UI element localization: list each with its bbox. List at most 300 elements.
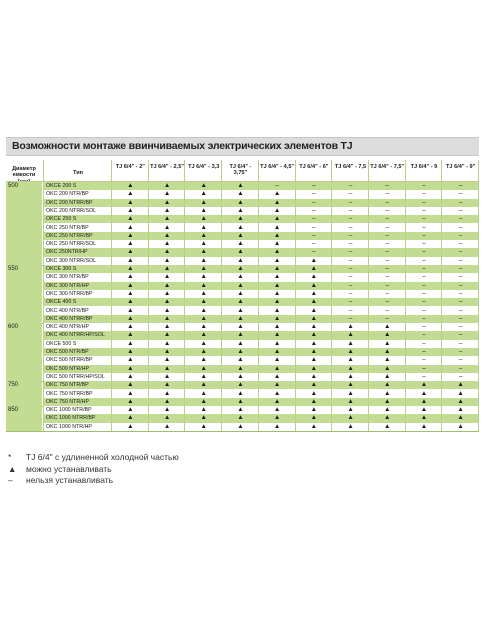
not-mountable-dash: – xyxy=(458,298,463,306)
header-column: TJ 6/4" - 3,75" xyxy=(229,164,252,177)
not-mountable-dash: – xyxy=(385,198,390,206)
not-mountable-dash: – xyxy=(348,240,353,248)
not-mountable-dash: – xyxy=(422,231,426,239)
mountable-triangle: ▲ xyxy=(237,265,244,272)
mountable-triangle: ▲ xyxy=(310,281,318,289)
diameter-cell xyxy=(6,182,42,265)
legend-symbol: * xyxy=(8,452,12,462)
legend-symbol: – xyxy=(8,475,13,485)
not-mountable-dash: – xyxy=(458,314,463,322)
not-mountable-dash: – xyxy=(385,256,390,264)
not-mountable-dash: – xyxy=(422,215,426,223)
type-cell: OKC 750 NTR/HP xyxy=(46,398,89,405)
not-mountable-dash: – xyxy=(422,306,426,314)
mountable-triangle: ▲ xyxy=(163,306,171,314)
not-mountable-dash: – xyxy=(458,182,463,189)
column-divider xyxy=(43,160,44,431)
header-diameter: Диаметр емкости xyxy=(12,166,36,179)
not-mountable-dash: – xyxy=(422,240,426,248)
mountable-triangle: ▲ xyxy=(384,397,391,405)
column-divider xyxy=(441,160,442,431)
mountable-triangle: ▲ xyxy=(127,182,134,189)
mountable-triangle: ▲ xyxy=(163,356,171,364)
mountable-triangle: ▲ xyxy=(310,298,318,306)
mountable-triangle: ▲ xyxy=(163,256,171,264)
not-mountable-dash: – xyxy=(458,289,463,297)
not-mountable-dash: – xyxy=(422,364,426,372)
mountable-triangle: ▲ xyxy=(347,381,354,389)
mountable-triangle: ▲ xyxy=(127,248,134,256)
mountable-triangle: ▲ xyxy=(237,281,244,289)
not-mountable-dash: – xyxy=(348,190,353,198)
mountable-triangle: ▲ xyxy=(310,364,318,372)
not-mountable-dash: – xyxy=(458,348,463,355)
not-mountable-dash: – xyxy=(312,248,316,256)
mountable-triangle: ▲ xyxy=(273,348,281,355)
mountable-triangle: ▲ xyxy=(200,198,207,206)
not-mountable-dash: – xyxy=(348,206,353,214)
not-mountable-dash: – xyxy=(458,323,463,331)
mountable-triangle: ▲ xyxy=(384,414,391,422)
mountable-triangle: ▲ xyxy=(273,306,281,314)
not-mountable-dash: – xyxy=(422,198,426,206)
legend xyxy=(8,452,179,487)
mountable-triangle: ▲ xyxy=(273,215,281,223)
not-mountable-dash: – xyxy=(348,198,353,206)
type-cell: OKC 500 NTRR/HP/SOL xyxy=(46,373,105,380)
type-cell: OKCE 500 S xyxy=(46,340,77,347)
not-mountable-dash: – xyxy=(385,314,390,322)
not-mountable-dash: – xyxy=(422,289,426,297)
header-column: TJ 6/4" - 4,5" xyxy=(260,164,295,170)
mountable-triangle: ▲ xyxy=(237,364,244,372)
mountable-triangle: ▲ xyxy=(163,206,171,214)
mountable-triangle: ▲ xyxy=(163,198,171,206)
mountable-triangle: ▲ xyxy=(200,273,207,281)
mountable-triangle: ▲ xyxy=(200,414,207,422)
diameter-cell xyxy=(6,381,42,406)
not-mountable-dash: – xyxy=(348,265,353,272)
not-mountable-dash: – xyxy=(458,206,463,214)
mountable-triangle: ▲ xyxy=(127,372,134,380)
column-divider xyxy=(331,160,332,431)
legend-item xyxy=(8,464,179,476)
mountable-triangle: ▲ xyxy=(127,223,134,231)
mountable-triangle: ▲ xyxy=(237,231,244,239)
mountable-triangle: ▲ xyxy=(237,248,244,256)
mountable-triangle: ▲ xyxy=(200,314,207,322)
mountable-triangle: ▲ xyxy=(200,381,207,389)
not-mountable-dash: – xyxy=(458,306,463,314)
type-cell: OKC 250 NTRR/SOL xyxy=(46,241,97,248)
header-column: TJ 6/4" - 7,5 xyxy=(334,164,367,170)
type-cell: OKC 1000 NTR/BP xyxy=(46,407,92,414)
mountable-triangle: ▲ xyxy=(200,331,207,339)
mountable-triangle: ▲ xyxy=(163,190,171,198)
mountable-triangle: ▲ xyxy=(237,256,244,264)
mountable-triangle: ▲ xyxy=(384,406,391,414)
mountable-triangle: ▲ xyxy=(163,422,171,430)
mountable-triangle: ▲ xyxy=(237,389,244,397)
mountable-triangle: ▲ xyxy=(200,248,207,256)
mountable-triangle: ▲ xyxy=(200,298,207,306)
column-divider xyxy=(184,160,185,431)
not-mountable-dash: – xyxy=(422,182,426,189)
mountable-triangle: ▲ xyxy=(200,256,207,264)
mountable-triangle: ▲ xyxy=(273,298,281,306)
not-mountable-dash: – xyxy=(348,273,353,281)
not-mountable-dash: – xyxy=(348,215,353,223)
not-mountable-dash: – xyxy=(422,273,426,281)
mountable-triangle: ▲ xyxy=(127,240,134,248)
mountable-triangle: ▲ xyxy=(237,182,244,189)
mountable-triangle: ▲ xyxy=(127,289,134,297)
mountable-triangle: ▲ xyxy=(457,397,464,405)
type-cell: OKC 1000 NTRR/BP xyxy=(46,415,96,422)
not-mountable-dash: – xyxy=(385,190,390,198)
not-mountable-dash: – xyxy=(458,256,463,264)
legend-text: можно устанавливать xyxy=(26,463,112,474)
not-mountable-dash: – xyxy=(385,240,390,248)
mountable-triangle: ▲ xyxy=(163,273,171,281)
mountable-triangle: ▲ xyxy=(200,372,207,380)
mountable-triangle: ▲ xyxy=(347,323,354,331)
mountable-triangle: ▲ xyxy=(420,422,428,430)
mountable-triangle: ▲ xyxy=(163,281,171,289)
mountable-triangle: ▲ xyxy=(163,265,171,272)
type-cell: OKC 1000 NTR/HP xyxy=(46,423,92,430)
not-mountable-dash: – xyxy=(348,231,353,239)
mountable-triangle: ▲ xyxy=(200,215,207,223)
mountable-triangle: ▲ xyxy=(347,348,354,355)
mountable-triangle: ▲ xyxy=(127,190,134,198)
mountable-triangle: ▲ xyxy=(163,248,171,256)
mountable-triangle: ▲ xyxy=(127,281,134,289)
mountable-triangle: ▲ xyxy=(163,289,171,297)
mountable-triangle: ▲ xyxy=(200,364,207,372)
mountable-triangle: ▲ xyxy=(310,306,318,314)
diameter-value: 500 xyxy=(8,183,19,189)
mountable-triangle: ▲ xyxy=(127,381,134,389)
mountable-triangle: ▲ xyxy=(310,372,318,380)
not-mountable-dash: – xyxy=(422,356,426,364)
mountable-triangle: ▲ xyxy=(347,364,354,372)
mountable-triangle: ▲ xyxy=(200,397,207,405)
mountable-triangle: ▲ xyxy=(310,339,318,347)
mountable-triangle: ▲ xyxy=(200,406,207,414)
mountable-triangle: ▲ xyxy=(200,182,207,189)
not-mountable-dash: – xyxy=(458,248,463,256)
diameter-cell xyxy=(6,323,42,381)
mountable-triangle: ▲ xyxy=(237,306,244,314)
not-mountable-dash: – xyxy=(458,240,463,248)
header-column: TJ 6/4" - 2" xyxy=(115,164,145,170)
mountable-triangle: ▲ xyxy=(237,323,244,331)
mountable-triangle: ▲ xyxy=(347,422,354,430)
type-cell: OKC 400 NTRR/BP xyxy=(46,315,93,322)
mountable-triangle: ▲ xyxy=(200,389,207,397)
mountable-triangle: ▲ xyxy=(310,414,318,422)
mountable-triangle: ▲ xyxy=(273,314,281,322)
mountable-triangle: ▲ xyxy=(273,381,281,389)
column-divider xyxy=(368,160,369,431)
mountable-triangle: ▲ xyxy=(127,298,134,306)
table-title-bar xyxy=(6,137,479,156)
type-cell: OKC 500 NTR/BP xyxy=(46,349,89,355)
not-mountable-dash: – xyxy=(348,306,353,314)
mountable-triangle: ▲ xyxy=(457,406,464,414)
mountable-triangle: ▲ xyxy=(273,223,281,231)
column-divider xyxy=(221,160,222,431)
not-mountable-dash: – xyxy=(422,190,426,198)
mountable-triangle: ▲ xyxy=(237,298,244,306)
mountable-triangle: ▲ xyxy=(200,223,207,231)
mountable-triangle: ▲ xyxy=(237,406,244,414)
mountable-triangle: ▲ xyxy=(163,339,171,347)
mountable-triangle: ▲ xyxy=(420,406,428,414)
mountable-triangle: ▲ xyxy=(163,298,171,306)
not-mountable-dash: – xyxy=(422,331,426,339)
not-mountable-dash: – xyxy=(458,265,463,272)
mountable-triangle: ▲ xyxy=(237,289,244,297)
mountable-triangle: ▲ xyxy=(347,406,354,414)
header-column: TJ 6/4" - 9" xyxy=(446,164,476,170)
not-mountable-dash: – xyxy=(312,182,316,189)
type-cell: OKC 300 NTRR/BP xyxy=(46,290,93,297)
mountable-triangle: ▲ xyxy=(384,339,391,347)
type-cell: OKC 200 NTR/BP xyxy=(46,191,89,198)
mountable-triangle: ▲ xyxy=(384,389,391,397)
mountable-triangle: ▲ xyxy=(127,198,134,206)
not-mountable-dash: – xyxy=(458,231,463,239)
mountable-triangle: ▲ xyxy=(163,372,171,380)
mountable-triangle: ▲ xyxy=(347,397,354,405)
mountable-triangle: ▲ xyxy=(273,323,281,331)
mountable-triangle: ▲ xyxy=(310,331,318,339)
type-cell: OKC 750 NTR/BP xyxy=(46,382,89,389)
type-cell: OKCE 200 S xyxy=(46,183,77,189)
mountable-triangle: ▲ xyxy=(347,331,354,339)
mountable-triangle: ▲ xyxy=(273,331,281,339)
header-column: TJ 6/4" - 3,3 xyxy=(188,164,220,170)
mountable-triangle: ▲ xyxy=(200,281,207,289)
mountable-triangle: ▲ xyxy=(273,240,281,248)
mountable-triangle: ▲ xyxy=(384,364,391,372)
mountable-triangle: ▲ xyxy=(200,190,207,198)
diameter-value: 600 xyxy=(8,324,19,331)
mountable-triangle: ▲ xyxy=(310,273,318,281)
mountable-triangle: ▲ xyxy=(457,414,464,422)
mountable-triangle: ▲ xyxy=(200,289,207,297)
column-divider xyxy=(405,160,406,431)
compatibility-table xyxy=(6,160,479,441)
table-title: Возможности монтаже ввинчиваемых электрических элементов TJ xyxy=(12,140,353,152)
mountable-triangle: ▲ xyxy=(420,381,428,389)
mountable-triangle: ▲ xyxy=(273,256,281,264)
mountable-triangle: ▲ xyxy=(310,381,318,389)
mountable-triangle: ▲ xyxy=(163,215,171,223)
mountable-triangle: ▲ xyxy=(273,190,281,198)
mountable-triangle: ▲ xyxy=(420,389,428,397)
mountable-triangle: ▲ xyxy=(273,281,281,289)
mountable-triangle: ▲ xyxy=(310,348,318,355)
mountable-triangle: ▲ xyxy=(127,356,134,364)
header-column: TJ 6/4" - 9 xyxy=(410,164,438,170)
type-cell: OKCE 300 S xyxy=(46,266,77,272)
not-mountable-dash: – xyxy=(422,314,426,322)
not-mountable-dash: – xyxy=(458,190,463,198)
not-mountable-dash: – xyxy=(458,281,463,289)
diameter-cell xyxy=(6,265,42,323)
mountable-triangle: ▲ xyxy=(237,381,244,389)
mountable-triangle: ▲ xyxy=(200,422,207,430)
diameter-value: 750 xyxy=(8,382,19,389)
type-cell: OKC 400 NTR/BP xyxy=(46,307,89,314)
mountable-triangle: ▲ xyxy=(127,414,134,422)
mountable-triangle: ▲ xyxy=(310,265,318,272)
not-mountable-dash: – xyxy=(458,339,463,347)
not-mountable-dash: – xyxy=(348,248,353,256)
mountable-triangle: ▲ xyxy=(163,314,171,322)
legend-text: нельзя устанавливать xyxy=(26,475,114,485)
mountable-triangle: ▲ xyxy=(420,397,428,405)
type-cell: OKC 200 NTRR/BP xyxy=(46,199,93,206)
mountable-triangle: ▲ xyxy=(127,215,134,223)
not-mountable-dash: – xyxy=(385,273,390,281)
mountable-triangle: ▲ xyxy=(310,389,318,397)
mountable-triangle: ▲ xyxy=(163,381,171,389)
header-column: TJ 6/4" - 6" xyxy=(299,164,329,170)
not-mountable-dash: – xyxy=(312,223,316,231)
not-mountable-dash: – xyxy=(348,256,353,264)
mountable-triangle: ▲ xyxy=(273,397,281,405)
mountable-triangle: ▲ xyxy=(310,406,318,414)
not-mountable-dash: – xyxy=(348,289,353,297)
mountable-triangle: ▲ xyxy=(163,348,171,355)
legend-text: TJ 6/4" с удлиненной холодной частью xyxy=(26,452,179,462)
mountable-triangle: ▲ xyxy=(127,206,134,214)
not-mountable-dash: – xyxy=(422,339,426,347)
mountable-triangle: ▲ xyxy=(237,339,244,347)
mountable-triangle: ▲ xyxy=(310,397,318,405)
mountable-triangle: ▲ xyxy=(127,306,134,314)
mountable-triangle: ▲ xyxy=(127,331,134,339)
column-divider xyxy=(148,160,149,431)
mountable-triangle: ▲ xyxy=(127,314,134,322)
mountable-triangle: ▲ xyxy=(273,289,281,297)
mountable-triangle: ▲ xyxy=(237,190,244,198)
mountable-triangle: ▲ xyxy=(273,231,281,239)
not-mountable-dash: – xyxy=(312,206,316,214)
diameter-value: 850 xyxy=(8,407,19,414)
mountable-triangle: ▲ xyxy=(273,265,281,272)
mountable-triangle: ▲ xyxy=(163,397,171,405)
not-mountable-dash: – xyxy=(385,182,390,189)
type-cell: OKC 400 NTR/HP xyxy=(46,324,89,331)
legend-symbol: ▲ xyxy=(8,463,17,474)
mountable-triangle: ▲ xyxy=(273,389,281,397)
not-mountable-dash: – xyxy=(312,198,316,206)
not-mountable-dash: – xyxy=(422,372,426,380)
mountable-triangle: ▲ xyxy=(127,265,134,272)
mountable-triangle: ▲ xyxy=(163,182,171,189)
mountable-triangle: ▲ xyxy=(237,414,244,422)
mountable-triangle: ▲ xyxy=(273,422,281,430)
column-divider xyxy=(258,160,259,431)
header-type: Тип xyxy=(72,170,84,176)
mountable-triangle: ▲ xyxy=(273,364,281,372)
mountable-triangle: ▲ xyxy=(310,314,318,322)
mountable-triangle: ▲ xyxy=(237,206,244,214)
not-mountable-dash: – xyxy=(458,372,463,380)
mountable-triangle: ▲ xyxy=(200,339,207,347)
mountable-triangle: ▲ xyxy=(384,348,391,355)
mountable-triangle: ▲ xyxy=(237,240,244,248)
diameter-value: 550 xyxy=(8,266,19,272)
not-mountable-dash: – xyxy=(422,298,426,306)
not-mountable-dash: – xyxy=(422,248,426,256)
mountable-triangle: ▲ xyxy=(127,422,134,430)
diameter-cell xyxy=(6,406,42,431)
not-mountable-dash: – xyxy=(312,231,316,239)
type-cell: OKC 250NTR/HP xyxy=(46,249,88,256)
mountable-triangle: ▲ xyxy=(163,323,171,331)
not-mountable-dash: – xyxy=(385,223,390,231)
not-mountable-dash: – xyxy=(385,289,390,297)
mountable-triangle: ▲ xyxy=(200,306,207,314)
mountable-triangle: ▲ xyxy=(273,356,281,364)
not-mountable-dash: – xyxy=(312,240,316,248)
mountable-triangle: ▲ xyxy=(384,323,391,331)
mountable-triangle: ▲ xyxy=(310,289,318,297)
mountable-triangle: ▲ xyxy=(163,331,171,339)
mountable-triangle: ▲ xyxy=(237,348,244,355)
mountable-triangle: ▲ xyxy=(273,339,281,347)
mountable-triangle: ▲ xyxy=(310,422,318,430)
type-cell: OKCE 400 S xyxy=(46,299,77,306)
mountable-triangle: ▲ xyxy=(127,348,134,355)
mountable-triangle: ▲ xyxy=(200,356,207,364)
mountable-triangle: ▲ xyxy=(163,389,171,397)
type-cell: OKC 300 NTRR/SOL xyxy=(46,257,97,264)
mountable-triangle: ▲ xyxy=(310,323,318,331)
mountable-triangle: ▲ xyxy=(237,273,244,281)
group-divider xyxy=(6,431,479,432)
not-mountable-dash: – xyxy=(458,356,463,364)
header-column: TJ 6/4" - 2,5" xyxy=(150,164,184,170)
type-cell: OKC 300 NTR/HP xyxy=(46,282,89,289)
type-cell: OKC 500 NTRR/BP xyxy=(46,357,93,364)
not-mountable-dash: – xyxy=(458,198,463,206)
mountable-triangle: ▲ xyxy=(310,356,318,364)
mountable-triangle: ▲ xyxy=(200,206,207,214)
mountable-triangle: ▲ xyxy=(127,231,134,239)
mountable-triangle: ▲ xyxy=(127,397,134,405)
not-mountable-dash: – xyxy=(422,206,426,214)
not-mountable-dash: – xyxy=(458,223,463,231)
mountable-triangle: ▲ xyxy=(273,406,281,414)
mountable-triangle: ▲ xyxy=(273,372,281,380)
mountable-triangle: ▲ xyxy=(200,323,207,331)
mountable-triangle: ▲ xyxy=(163,240,171,248)
mountable-triangle: ▲ xyxy=(384,372,391,380)
not-mountable-dash: – xyxy=(422,265,426,272)
mountable-triangle: ▲ xyxy=(237,397,244,405)
not-mountable-dash: – xyxy=(312,215,316,223)
mountable-triangle: ▲ xyxy=(237,331,244,339)
mountable-triangle: ▲ xyxy=(127,364,134,372)
not-mountable-dash: – xyxy=(348,298,353,306)
